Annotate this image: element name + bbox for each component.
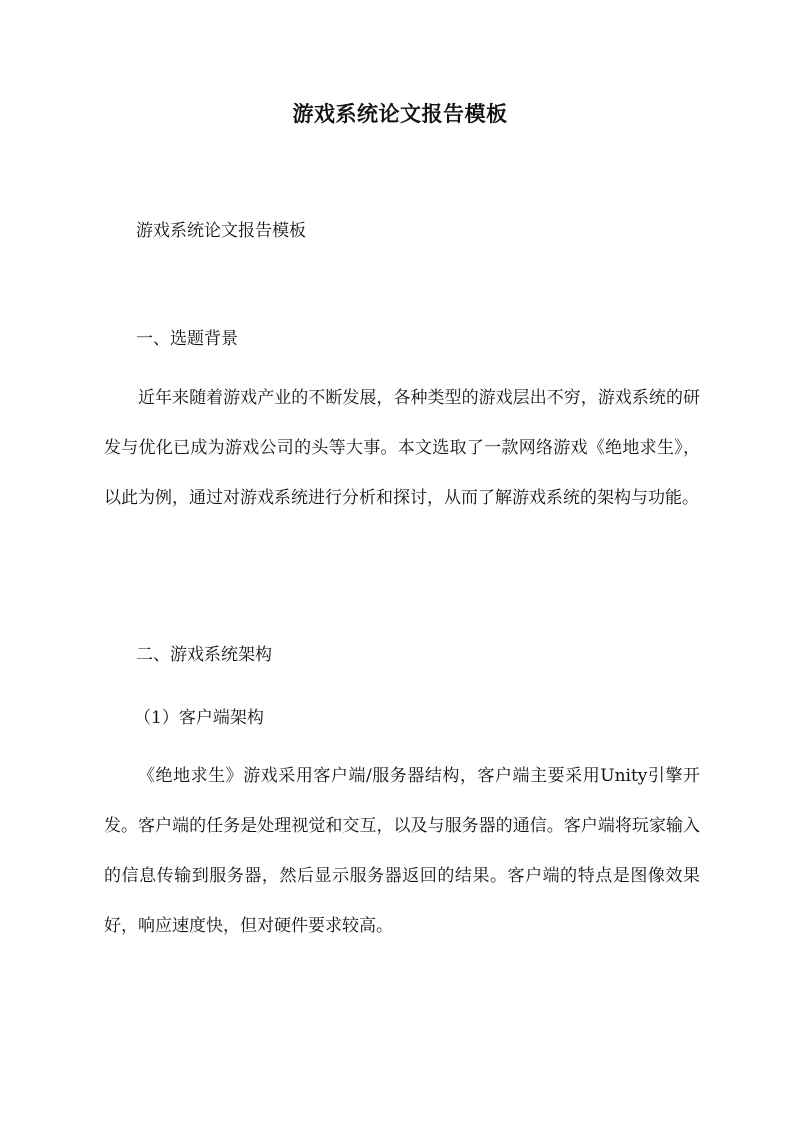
paragraph-client-architecture: 《绝地求生》游戏采用客户端/服务器结构，客户端主要采用Unity引擎开发。客户端的任务是处理视觉和交互，以及与服务器的通信。客户端将玩家输入的信息传输到服务器，然后显示服务器返回的结果。客户端的特点是图像效果好，响应速度快，但对硬件要求较高。 (104, 766, 700, 936)
subsection-heading-client: （1）客户端架构 (134, 708, 264, 728)
paragraph-background: 近年来随着游戏产业的不断发展，各种类型的游戏层出不穷，游戏系统的研发与优化已成为游戏公司的头等大事。本文选取了一款网络游戏《绝地求生》，以此为例，通过对游戏系统进行分析和探讨，从而了解游戏系统的架构与功能。 (104, 388, 700, 508)
section-heading-background: 一、选题背景 (136, 329, 238, 349)
document-title: 游戏系统论文报告模板 (292, 101, 508, 126)
document-subtitle: 游戏系统论文报告模板 (136, 221, 306, 241)
section-heading-architecture: 二、游戏系统架构 (136, 645, 272, 665)
